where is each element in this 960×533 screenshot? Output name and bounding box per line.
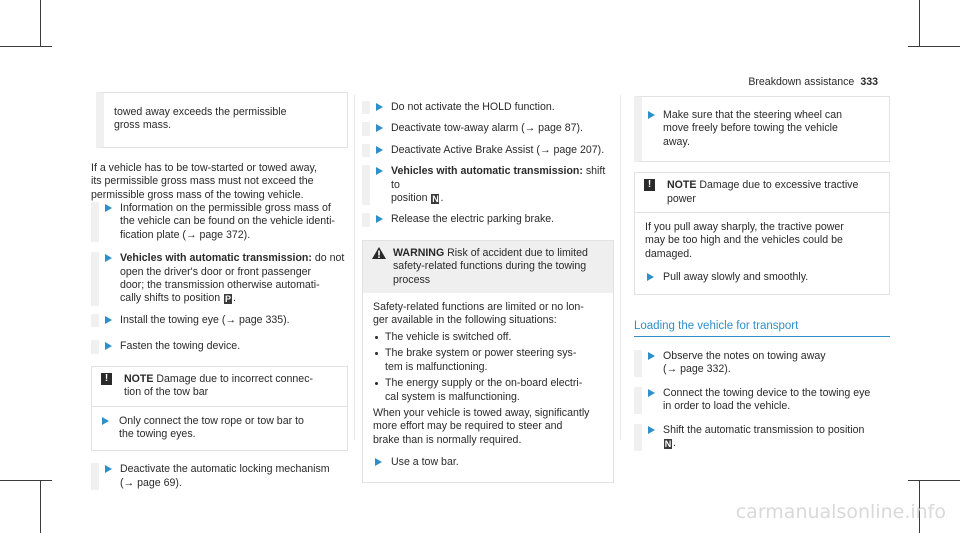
text-line: If a vehicle has to be tow-started or towed away, [91, 161, 317, 174]
warning-body [363, 293, 613, 481]
step-item [634, 350, 890, 377]
page-number: 333 [860, 76, 878, 88]
text-run: . [673, 437, 676, 450]
text-line: Deactivate tow-away alarm (→ page 87). [391, 122, 583, 135]
arrow-icon [376, 215, 383, 223]
text-line: (→ page 69). [120, 476, 182, 489]
note-header [92, 367, 347, 406]
step-item: Vehicles with automatic transmission: do not open the driver's door or front passenger door; the transmission otherwise automati- cally shifts to position P . [91, 252, 348, 306]
step-item [92, 415, 347, 442]
crop-mark [0, 480, 52, 481]
crop-mark [40, 0, 41, 47]
text-line: Fasten the towing device. [120, 340, 241, 353]
running-header [748, 76, 878, 89]
text-line: Make sure that the steering wheel can [663, 109, 843, 121]
text-line: towed away exceeds the permissible [114, 106, 287, 118]
arrow-icon [376, 103, 383, 111]
arrow-icon [648, 111, 655, 119]
warning-header [363, 241, 613, 293]
text-line: When your vehicle is towed away, significantly [373, 406, 590, 419]
text-line: Use a tow bar. [391, 456, 459, 469]
gear-n-symbol: N [432, 194, 439, 205]
text-line: door; the transmission otherwise automati- [120, 279, 320, 292]
warning-title: WARNING [393, 246, 445, 259]
paragraph [373, 407, 603, 447]
text-line: tion of the tow bar [124, 386, 209, 399]
text-line: tem is malfunctioning. [385, 360, 488, 373]
bullet-icon [375, 382, 378, 385]
bullet-icon [375, 352, 378, 355]
note-title: NOTE [667, 179, 697, 192]
text-line: Deactivate Active Brake Assist (→ page 207). [391, 143, 605, 156]
step-item [91, 340, 348, 353]
step-item [91, 314, 348, 327]
text-line: safety-related functions during the towing [393, 260, 587, 273]
gear-p-symbol: P [225, 294, 232, 305]
note-box [634, 172, 890, 294]
step-item [634, 424, 890, 451]
text-run: shift to [391, 165, 606, 191]
bullet-icon [375, 336, 378, 339]
continued-step [634, 96, 890, 162]
arrow-icon [376, 124, 383, 132]
text-line: fication plate (→ page 372). [120, 228, 251, 241]
header-section: Breakdown assistance [748, 76, 855, 88]
text-line: Information on the permissible gross mass of [120, 202, 331, 215]
bold-label: Vehicles with automatic transmission: [120, 252, 312, 265]
arrow-icon [102, 417, 109, 425]
text-run: cally shifts to position [120, 292, 224, 305]
exclamation-icon: ! [101, 373, 112, 385]
text-line: (→ page 332). [663, 363, 731, 376]
arrow-icon [105, 465, 112, 473]
step-item [362, 101, 614, 114]
text-line: open the driver's door or front passenger [120, 265, 312, 278]
note-title: NOTE [124, 372, 154, 385]
watermark: carmanualsonline.info [735, 501, 946, 523]
text-line: Do not activate the HOLD function. [391, 101, 555, 113]
list-item [373, 347, 603, 374]
step-item [634, 387, 890, 414]
section-heading: Loading the vehicle for transport [634, 320, 890, 337]
arrow-icon [648, 352, 655, 360]
arrow-icon [648, 426, 655, 434]
text-line: Safety-related functions are limited or no lon- [373, 301, 584, 314]
text-run: Risk of accident due to limited [444, 246, 588, 259]
crop-mark [40, 480, 41, 533]
text-line: gross mass. [114, 119, 172, 132]
column-divider [620, 95, 621, 440]
text-line: permissible gross mass of the towing vehicle. [91, 188, 304, 201]
crop-mark [908, 46, 960, 47]
text-line: ger available in the following situations: [373, 314, 557, 327]
arrow-icon [647, 273, 654, 281]
arrow-icon [105, 254, 112, 262]
step-item [362, 144, 614, 157]
text-line: Release the electric parking brake. [391, 213, 555, 226]
text-run: Damage due to excessive tractive [696, 179, 859, 192]
text-line: may be too high and the vehicles could be [645, 234, 843, 247]
text-line: Deactivate the automatic locking mechanism [120, 463, 330, 476]
step-item [362, 122, 614, 135]
arrow-icon [375, 458, 382, 466]
text-line: away. [663, 135, 690, 148]
column-2 [362, 101, 614, 483]
text-line: Install the towing eye (→ page 335). [120, 313, 290, 326]
note-body [635, 212, 889, 294]
text-run: Damage due to incorrect connec- [153, 372, 314, 385]
step-item [91, 202, 348, 242]
step-item [645, 271, 889, 284]
bold-label: Vehicles with automatic transmission: [391, 165, 583, 178]
text-line: brake than is normally required. [373, 433, 522, 446]
text-line: its permissible gross mass must not exceed the [91, 175, 314, 188]
crop-mark [0, 46, 52, 47]
step-item [373, 456, 603, 469]
gear-n-symbol: N [664, 439, 672, 450]
note-header [635, 173, 889, 212]
text-line: The brake system or power steering sys- [385, 347, 577, 360]
warning-triangle-icon [372, 247, 386, 259]
list-item [373, 377, 603, 404]
text-line: the towing eyes. [119, 427, 196, 440]
text-line: cal system is malfunctioning. [385, 390, 520, 403]
arrow-icon [105, 342, 112, 350]
column-divider [354, 95, 355, 440]
column-3 [634, 96, 890, 451]
text-line: process [393, 273, 431, 286]
crop-mark [908, 480, 960, 481]
continued-step [96, 92, 348, 148]
text-line: the vehicle can be found on the vehicle identi- [120, 215, 335, 228]
text-line: If you pull away sharply, the tractive power [645, 221, 844, 234]
step-item [362, 213, 614, 226]
arrow-icon [105, 316, 112, 324]
text-line: Pull away slowly and smoothly. [663, 271, 809, 284]
text-run: do not [311, 252, 345, 265]
text-line: in order to load the vehicle. [663, 400, 791, 413]
text-line: damaged. [645, 247, 693, 260]
arrow-icon [376, 146, 383, 154]
step-item [91, 463, 348, 490]
text-line: Connect the towing device to the towing eye [663, 386, 871, 399]
text-line: Shift the automatic transmission to position [663, 423, 865, 436]
intro-paragraph [91, 162, 348, 202]
text-line: Only connect the tow rope or tow bar to [119, 414, 304, 427]
text-line: Observe the notes on towing away [663, 350, 826, 363]
arrow-icon [376, 167, 383, 175]
step-item: Vehicles with automatic transmission: shift to position N . [362, 165, 614, 205]
note-box [91, 366, 348, 452]
text-line: move freely before towing the vehicle [663, 122, 838, 135]
arrow-icon [648, 389, 655, 397]
column-1 [91, 92, 348, 490]
text-line: more effort may be required to steer and [373, 420, 563, 433]
note-body [92, 406, 347, 451]
exclamation-icon: ! [644, 179, 655, 191]
text-line: power [667, 192, 696, 205]
list-item [373, 331, 603, 344]
warning-box [362, 240, 614, 483]
crop-mark [919, 0, 920, 47]
text-line: The energy supply or the on-board electri- [385, 377, 583, 390]
text-run: position [391, 192, 431, 205]
text-line: The vehicle is switched off. [385, 330, 512, 343]
arrow-icon [105, 204, 112, 212]
